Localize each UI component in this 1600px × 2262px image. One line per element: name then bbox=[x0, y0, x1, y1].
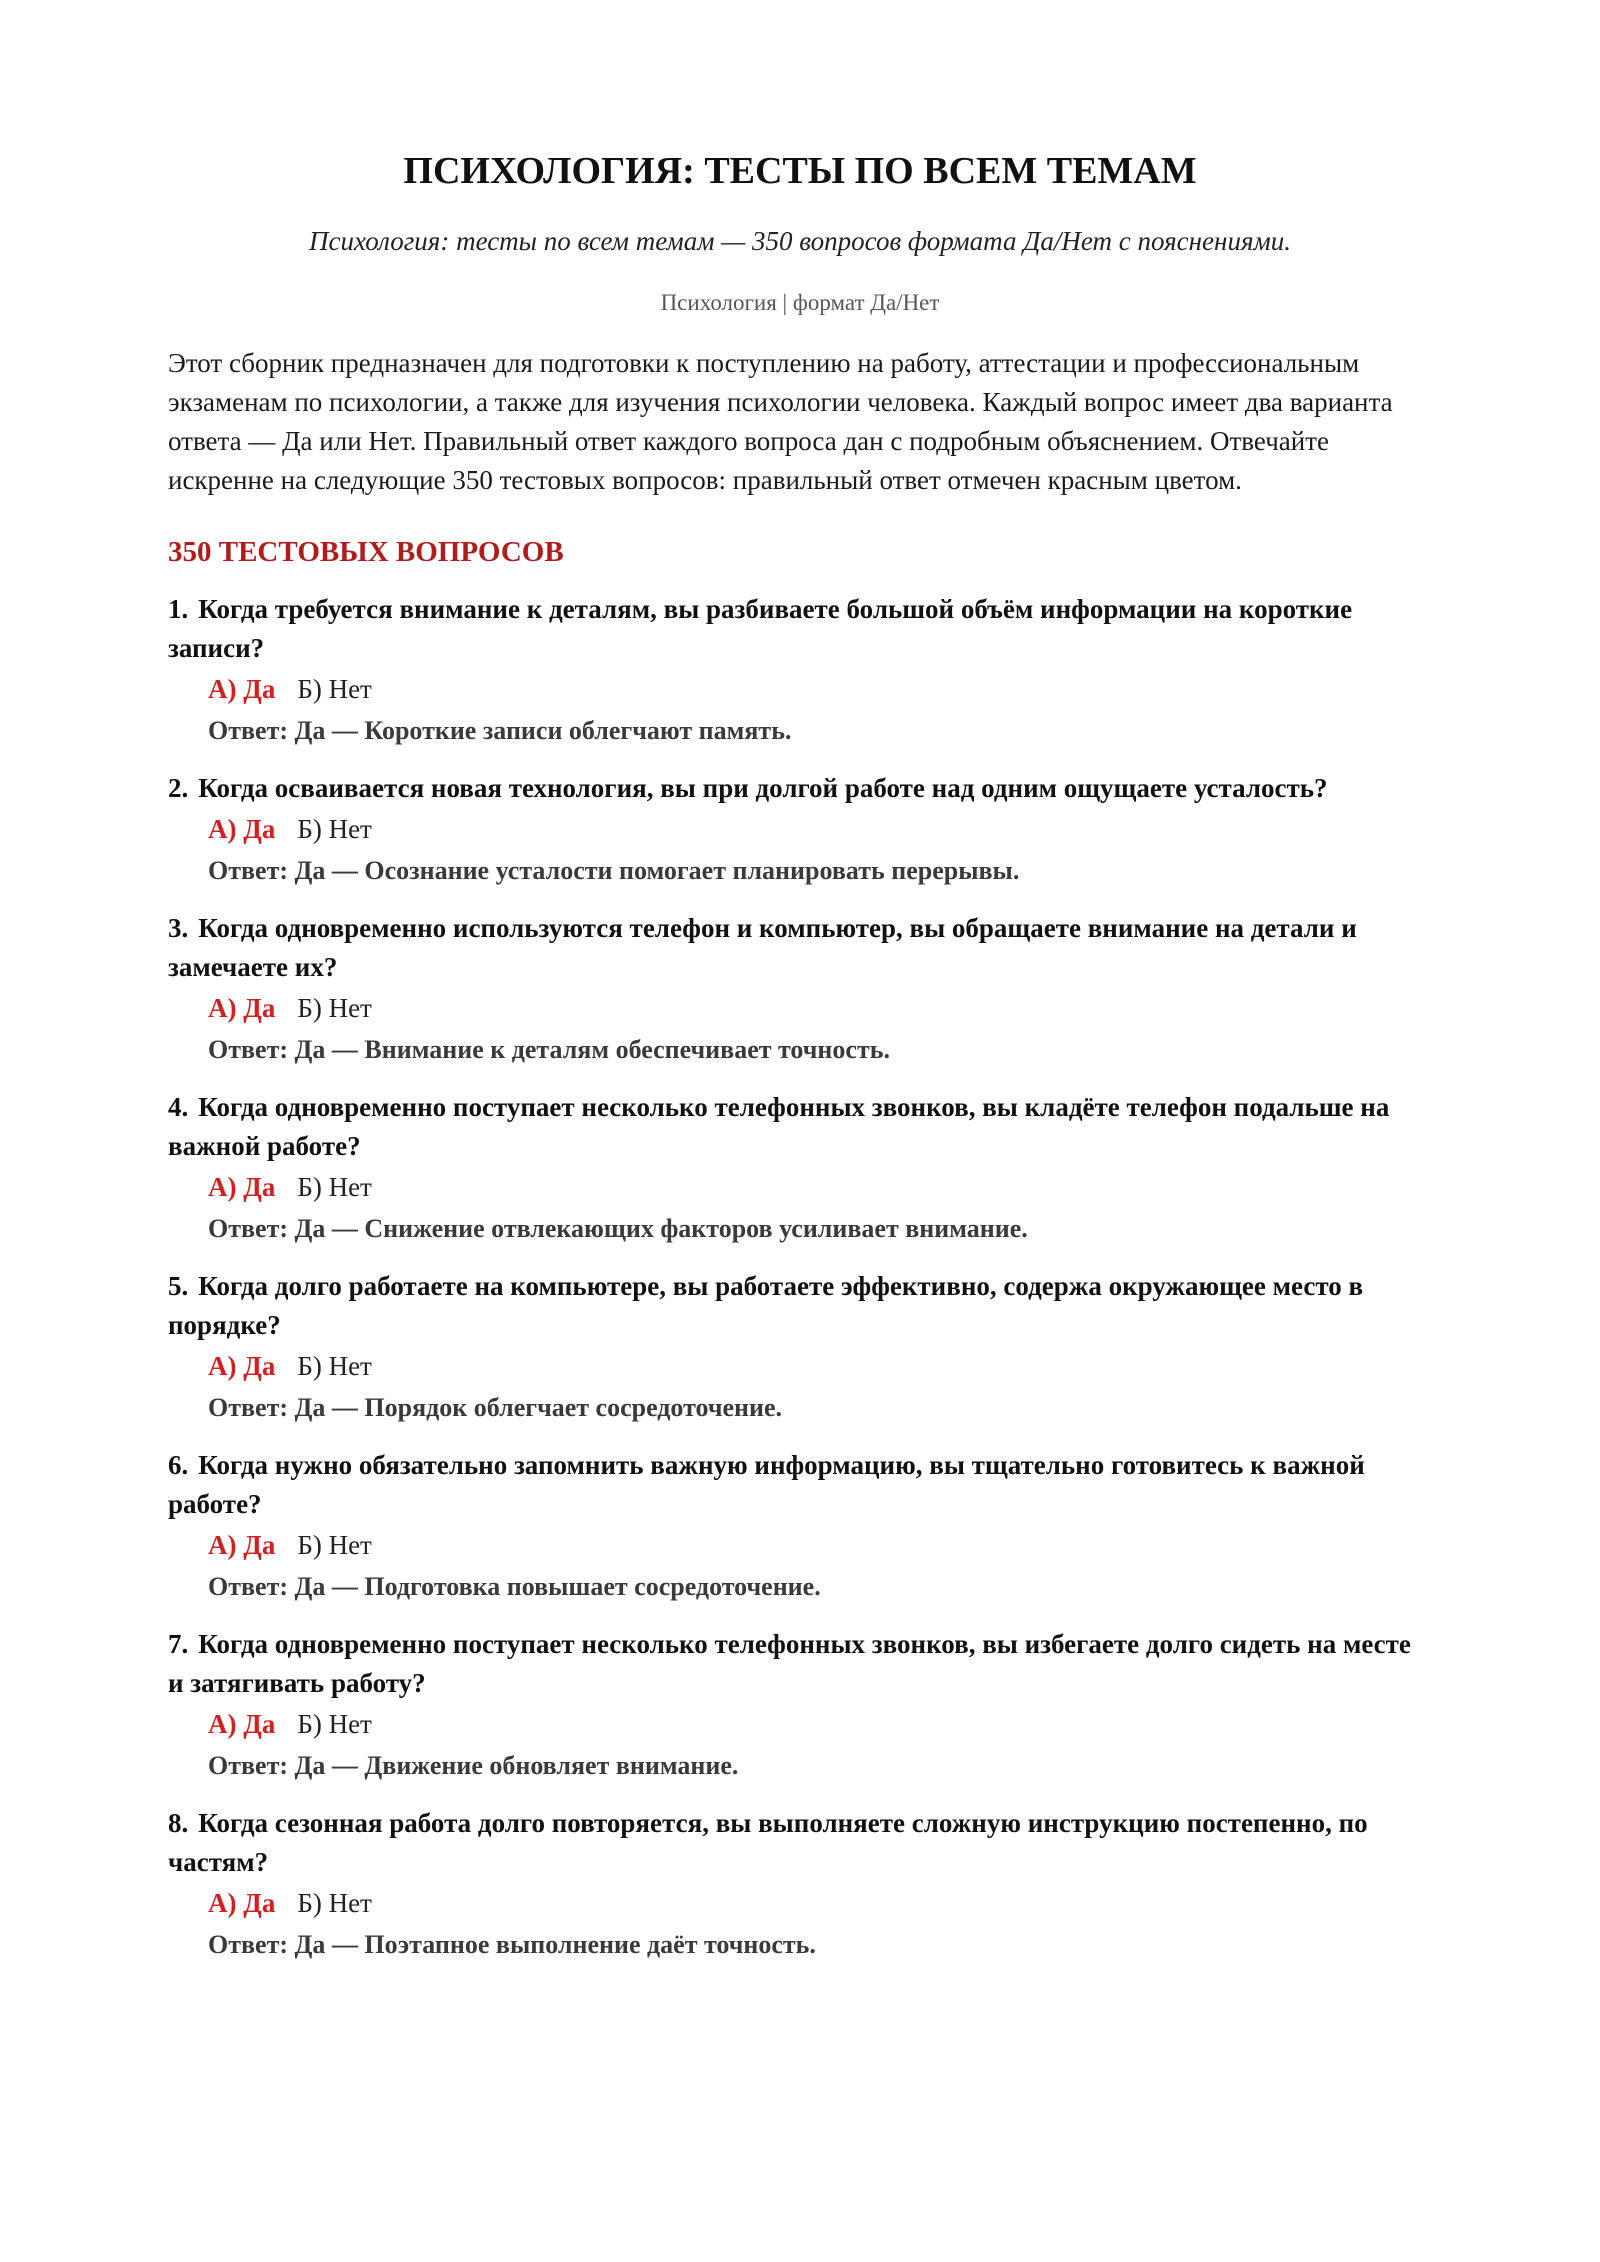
answer-explanation: Ответ: Да — Внимание к деталям обеспечивает точность. bbox=[208, 1035, 890, 1064]
question-item bbox=[168, 1446, 1432, 1608]
question-body: Когда одновременно поступает несколько телефонных звонков, вы кладёте телефон подальше на важной работе? bbox=[168, 1092, 1390, 1161]
question-item bbox=[168, 769, 1432, 892]
answer-explanation: Ответ: Да — Осознание усталости помогает планировать перерывы. bbox=[208, 856, 1020, 885]
question-number: 8. bbox=[168, 1808, 189, 1838]
answer-options bbox=[168, 668, 1432, 710]
answer-options bbox=[168, 1166, 1432, 1208]
option-b: Б) Нет bbox=[297, 1530, 372, 1560]
answer-options bbox=[168, 1882, 1432, 1924]
question-item bbox=[168, 1625, 1432, 1787]
question-number: 5. bbox=[168, 1271, 189, 1301]
page-subtitle: Психология: тесты по всем темам — 350 вопросов формата Да/Нет с пояснениями. bbox=[309, 226, 1291, 256]
question-body: Когда требуется внимание к деталям, вы разбиваете большой объём информации на короткие записи? bbox=[168, 594, 1353, 663]
question-text bbox=[168, 1446, 1432, 1524]
answer-options bbox=[168, 1703, 1432, 1745]
intro-paragraph: Этот сборник предназначен для подготовки к поступлению на работу, аттестации и профессиональным экзаменам по психологии, а также для изучения психологии человека. Каждый вопрос имеет два варианта ответа — Да или Нет. Правильный ответ каждого вопроса дан с подробным объяснением. Отвечайте искренне на следующие 350 тестовых вопросов: правильный ответ отмечен красным цветом. bbox=[168, 348, 1393, 495]
question-item bbox=[168, 590, 1432, 752]
answer-options bbox=[168, 1524, 1432, 1566]
page-meta: Психология | формат Да/Нет bbox=[660, 290, 940, 315]
question-number: 1. bbox=[168, 594, 189, 624]
option-a-correct: А) Да bbox=[208, 1888, 276, 1918]
question-text bbox=[168, 909, 1432, 987]
question-body: Когда одновременно поступает несколько телефонных звонков, вы избегаете долго сидеть на месте и затягивать работу? bbox=[168, 1629, 1411, 1698]
question-body: Когда сезонная работа долго повторяется, вы выполняете сложную инструкцию постепенно, по частям? bbox=[168, 1808, 1368, 1877]
option-b: Б) Нет bbox=[297, 1709, 372, 1739]
option-b: Б) Нет bbox=[297, 1172, 372, 1202]
question-text bbox=[168, 1267, 1432, 1345]
question-body: Когда нужно обязательно запомнить важную информацию, вы тщательно готовитесь к важной работе? bbox=[168, 1450, 1365, 1519]
option-a-correct: А) Да bbox=[208, 993, 276, 1023]
answer-options bbox=[168, 808, 1432, 850]
option-b: Б) Нет bbox=[297, 1351, 372, 1381]
answer-options bbox=[168, 987, 1432, 1029]
page-title: ПСИХОЛОГИЯ: ТЕСТЫ ПО ВСЕМ ТЕМАМ bbox=[403, 150, 1197, 192]
question-item bbox=[168, 1088, 1432, 1250]
option-b: Б) Нет bbox=[297, 674, 372, 704]
option-a-correct: А) Да bbox=[208, 674, 276, 704]
answer-explanation: Ответ: Да — Порядок облегчает сосредоточение. bbox=[208, 1393, 783, 1422]
option-b: Б) Нет bbox=[297, 1888, 372, 1918]
answer-explanation: Ответ: Да — Короткие записи облегчают память. bbox=[208, 716, 792, 745]
option-a-correct: А) Да bbox=[208, 1709, 276, 1739]
option-a-correct: А) Да bbox=[208, 1530, 276, 1560]
question-list bbox=[168, 590, 1432, 1966]
answer-explanation: Ответ: Да — Движение обновляет внимание. bbox=[208, 1751, 739, 1780]
question-number: 6. bbox=[168, 1450, 189, 1480]
question-body: Когда долго работаете на компьютере, вы работаете эффективно, содержа окружающее место в порядке? bbox=[168, 1271, 1364, 1340]
question-text bbox=[168, 1088, 1432, 1166]
answer-explanation: Ответ: Да — Подготовка повышает сосредоточение. bbox=[208, 1572, 821, 1601]
section-title: 350 ТЕСТОВЫХ ВОПРОСОВ bbox=[168, 536, 564, 568]
question-number: 4. bbox=[168, 1092, 189, 1122]
question-item bbox=[168, 1804, 1432, 1966]
option-b: Б) Нет bbox=[297, 993, 372, 1023]
question-text bbox=[168, 769, 1432, 808]
question-number: 3. bbox=[168, 913, 189, 943]
question-number: 7. bbox=[168, 1629, 189, 1659]
option-a-correct: А) Да bbox=[208, 1172, 276, 1202]
question-text bbox=[168, 590, 1432, 668]
option-a-correct: А) Да bbox=[208, 1351, 276, 1381]
question-body: Когда осваивается новая технология, вы при долгой работе над одним ощущаете усталость? bbox=[198, 773, 1328, 803]
question-number: 2. bbox=[168, 773, 189, 803]
option-b: Б) Нет bbox=[297, 814, 372, 844]
answer-explanation: Ответ: Да — Снижение отвлекающих факторов усиливает внимание. bbox=[208, 1214, 1028, 1243]
answer-options bbox=[168, 1345, 1432, 1387]
option-a-correct: А) Да bbox=[208, 814, 276, 844]
question-text bbox=[168, 1804, 1432, 1882]
question-item bbox=[168, 909, 1432, 1071]
question-body: Когда одновременно используются телефон и компьютер, вы обращаете внимание на детали и замечаете их? bbox=[168, 913, 1357, 982]
question-text bbox=[168, 1625, 1432, 1703]
question-item bbox=[168, 1267, 1432, 1429]
answer-explanation: Ответ: Да — Поэтапное выполнение даёт точность. bbox=[208, 1930, 816, 1959]
